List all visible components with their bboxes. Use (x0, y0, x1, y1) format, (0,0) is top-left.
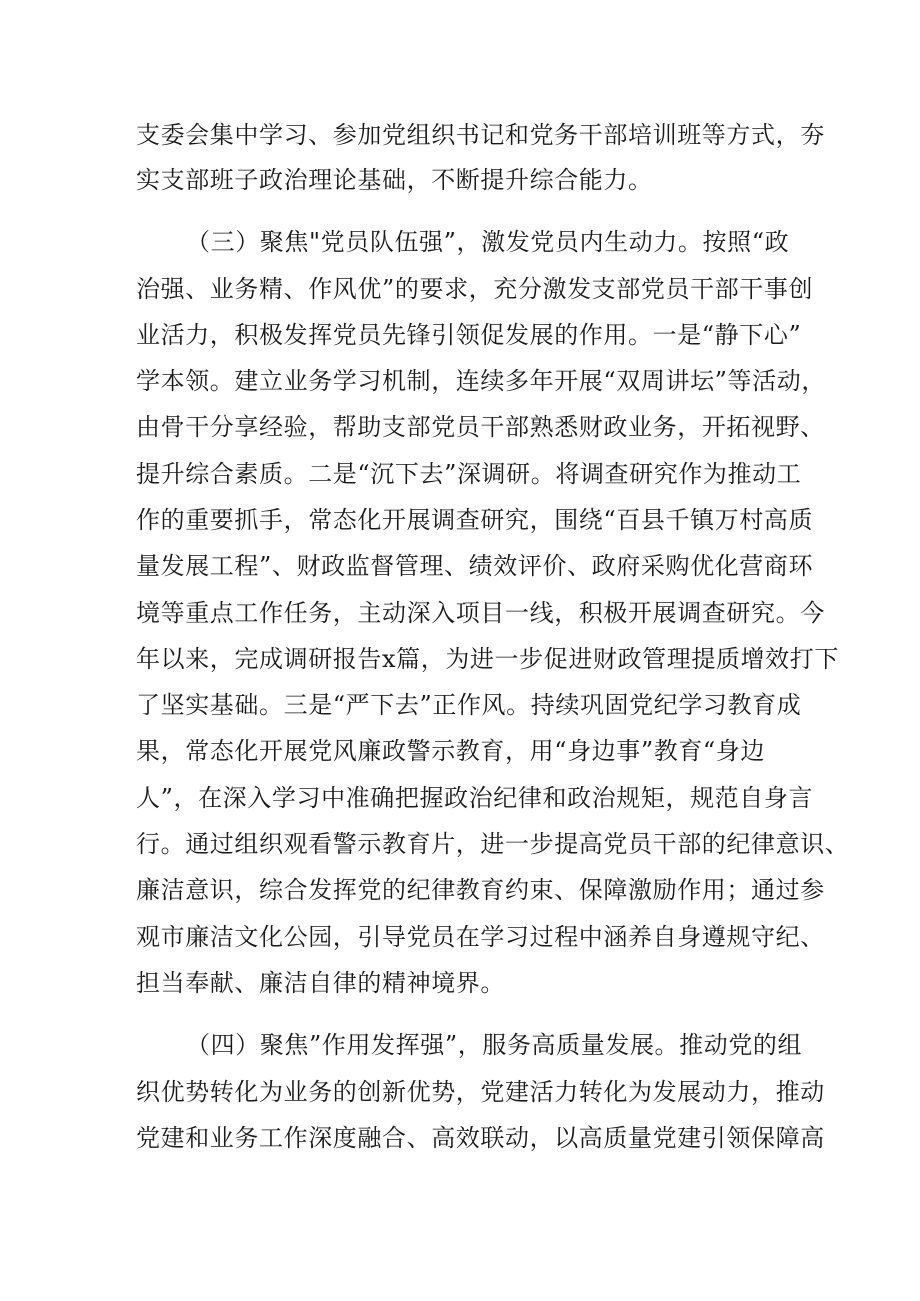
text-line-18: 观市廉洁文化公园，引导党员在学习过程中涵养自身遵规守纪、 (136, 923, 825, 951)
text-line-3: （三）聚焦"党员队伍强”，激发党员内生动力。按照“政 (186, 228, 790, 256)
text-line-2: 实支部班子政治理论基础，不断提升综合能力。 (136, 166, 653, 194)
text-line-9: 作的重要抓手，常态化开展调查研究，围绕“百县千镇万村高质 (136, 506, 814, 534)
text-line-12: 年以来，完成调研报告x篇，为进一步促进财政管理提质增效打下 (136, 645, 839, 673)
text-line-6: 学本领。建立业务学习机制，连续多年开展“双周讲坛”等活动， (136, 367, 826, 395)
text-line-4: 治强、业务精、作风优”的要求，充分激发支部党员干部干事创 (136, 275, 814, 303)
text-line-17: 廉洁意识，综合发挥党的纪律教育约束、保障激励作用；通过参 (136, 876, 825, 904)
text-line-1: 支委会集中学习、参加党组织书记和党务干部培训班等方式，夯 (136, 121, 825, 149)
text-line-5: 业活力，积极发挥党员先锋引领促发展的作用。一是“静下心” (136, 321, 802, 349)
text-line-7: 由骨干分享经验，帮助支部党员干部熟悉财政业务，开拓视野、 (136, 413, 825, 441)
text-line-22: 党建和业务工作深度融合、高效联动，以高质量党建引领保障高 (136, 1124, 825, 1152)
text-line-15: 人”，在深入学习中准确把握政治纪律和政治规矩，规范自身言 (136, 784, 814, 812)
text-line-13: 了坚实基础。三是“严下去”正作风。持续巩固党纪学习教育成 (136, 691, 802, 719)
text-line-11: 境等重点工作任务，主动深入项目一线，积极开展调查研究。今 (136, 599, 825, 627)
text-line-20: （四）聚焦”作用发挥强”，服务高质量发展。推动党的组 (186, 1031, 803, 1059)
text-line-21: 织优势转化为业务的创新优势，党建活力转化为发展动力，推动 (136, 1078, 825, 1106)
text-line-16: 行。通过组织观看警示教育片，进一步提高党员干部的纪律意识、 (136, 830, 850, 858)
text-line-10: 量发展工程”、财政监督管理、绩效评价、政府采购优化营商环 (136, 552, 814, 580)
text-line-8: 提升综合素质。二是“沉下去”深调研。将调查研究作为推动工 (136, 460, 802, 488)
text-line-19: 担当奉献、廉洁自律的精神境界。 (136, 969, 505, 997)
text-line-14: 果，常态化开展党风廉政警示教育，用“身边事”教育“身边 (136, 737, 766, 765)
